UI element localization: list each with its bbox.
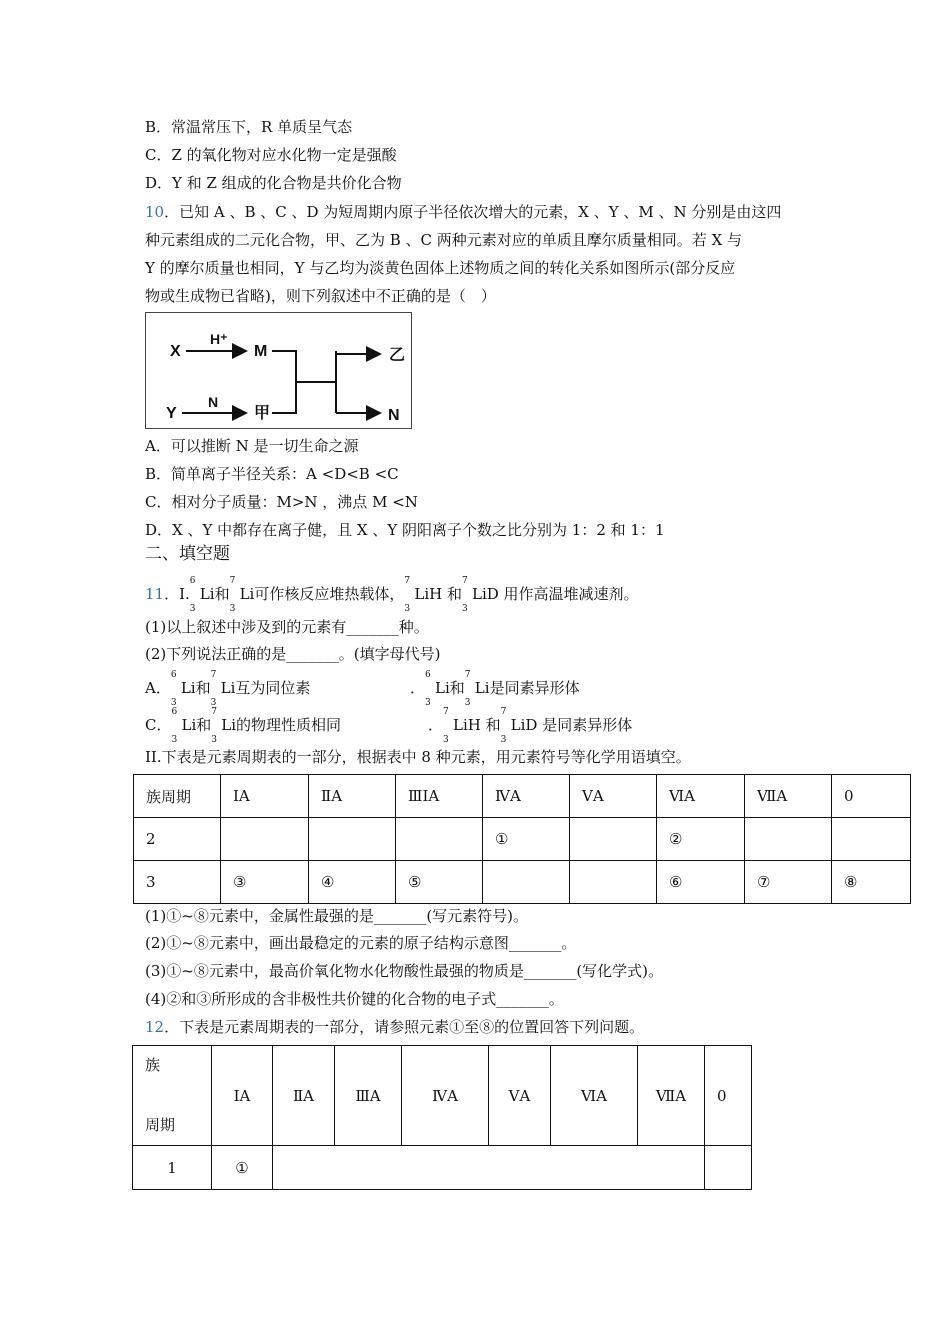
table-cell: 2 (134, 818, 221, 861)
table-cell: ① (483, 818, 570, 861)
table-cell-merged (273, 1146, 705, 1190)
q10-option-d: D．X 、Y 中都存在离子健，且 X 、Y 阴阳离子个数之比分别为 1：2 和 1：1 (145, 521, 665, 539)
periodic-table-q12 (132, 1045, 752, 1190)
reaction-diagram-svg (146, 313, 411, 428)
section-title: 二、填空题 (145, 544, 230, 564)
table-cell: ② (657, 818, 745, 861)
table-cell: ⅣA (402, 1046, 489, 1146)
table-cell: ⑦ (745, 861, 832, 904)
q11-option-d: ． 7 3 LiH 和 7 3 LiD 是同素异形体 (428, 707, 633, 745)
table-cell (705, 1146, 752, 1190)
table-cell: ③ (221, 861, 309, 904)
nuclide-li6: 6 3 Li (189, 576, 215, 614)
table-cell: ⅤA (489, 1046, 551, 1146)
table-cell (832, 818, 911, 861)
table-cell: 0 (705, 1046, 752, 1146)
q11-part1: (1)以上叙述中涉及到的元素有_______种。 (145, 618, 429, 636)
table-row (134, 861, 911, 904)
corner-period-label: 周期 (145, 1116, 176, 1134)
q12-number: 12 (145, 1018, 165, 1036)
q10-option-c: C．相对分子质量：M>N ，沸点 M <N (145, 493, 418, 511)
table-cell: ⑤ (396, 861, 483, 904)
corner-group-label: 族 (145, 1056, 161, 1074)
label-y: Y (166, 405, 177, 422)
table-cell: ⅡA (273, 1046, 335, 1146)
table-cell: ⅡA (309, 775, 396, 818)
q11-part2: (2)下列说法正确的是_______。(填字母代号) (145, 645, 441, 663)
table-cell (570, 861, 657, 904)
table-row (133, 1146, 752, 1190)
q11-sub2: (2)①~⑧元素中，画出最稳定的元素的原子结构示意图_______。 (145, 934, 577, 952)
q11-sub3: (3)①~⑧元素中，最高价氧化物水化物酸性最强的物质是_______(写化学式)。 (145, 962, 664, 980)
table-cell: 族周期 (134, 775, 221, 818)
q10-option-a: A．可以推断 N 是一切生命之源 (145, 437, 359, 455)
table-corner-cell (133, 1046, 212, 1146)
nuclide-li7: 7 3 Li (229, 576, 255, 614)
table-cell: 3 (134, 861, 221, 904)
table-cell: ⅦA (638, 1046, 705, 1146)
option-c-prev: C．Z 的氧化物对应水化物一定是强酸 (145, 146, 397, 164)
reaction-diagram (145, 312, 412, 429)
q11-option-a: A． 6 3 Li和 7 3 Li互为同位素 (145, 670, 311, 708)
q11-option-c: C． 6 3 Li和 7 3 Li的物理性质相同 (145, 707, 342, 745)
table-cell: ⅢA (335, 1046, 402, 1146)
table-row (134, 818, 911, 861)
label-yi: 乙 (389, 347, 406, 364)
q10-option-b: B．简单离子半径关系：A <D<B <C (145, 465, 399, 483)
label-n-reagent: N (208, 394, 219, 410)
q11-line1: 11．I. 6 3 Li和 7 3 Li可作核反应堆热载体， 7 3 LiH 和 7 3 LiD 用作高温堆减速剂。 (145, 576, 639, 614)
table-cell: ⅤA (570, 775, 657, 818)
table-cell: ④ (309, 861, 396, 904)
table-cell: ⅠA (212, 1046, 273, 1146)
q10-line2: 种元素组成的二元化合物，甲、乙为 B 、C 两种元素对应的单质且摩尔质量相同。若 X 与 (145, 231, 743, 249)
bracket-left (272, 351, 296, 413)
q10-line4: 物或生成物已省略)，则下列叙述中不正确的是（ ） (145, 287, 496, 305)
label-n-product: N (388, 407, 400, 424)
table-header-row (134, 775, 911, 818)
table-cell: ⑥ (657, 861, 745, 904)
q10-line1: 10．已知 A 、B 、C 、D 为短周期内原子半径依次增大的元素，X 、Y 、M 、N 分别是由这四 (145, 203, 782, 221)
table-cell: ① (212, 1146, 273, 1190)
table-cell (396, 818, 483, 861)
q11-number: 11 (145, 585, 165, 603)
table-cell: ⅦA (745, 775, 832, 818)
table-cell (745, 818, 832, 861)
q11-ii-intro: II.下表是元素周期表的一部分，根据表中 8 种元素，用元素符号等化学用语填空。 (145, 748, 691, 766)
table-cell: ⅥA (657, 775, 745, 818)
label-jia: 甲 (254, 405, 271, 422)
table-cell (309, 818, 396, 861)
label-x: X (170, 343, 181, 360)
table-cell (221, 818, 309, 861)
table-cell: ⅠA (221, 775, 309, 818)
table-cell: 0 (832, 775, 911, 818)
q11-sub1: (1)①~⑧元素中，金属性最强的是_______(写元素符号)。 (145, 907, 529, 925)
q10-number: 10 (145, 203, 165, 221)
periodic-table-q11 (133, 774, 911, 904)
q12-line1: 12．下表是元素周期表的一部分，请参照元素①至⑧的位置回答下列问题。 (145, 1018, 645, 1036)
nuclide-lid: 7 3 LiD (461, 576, 499, 614)
nuclide-lih: 7 3 LiH (404, 576, 443, 614)
label-m: M (254, 343, 268, 360)
table-cell: 1 (133, 1146, 212, 1190)
label-hplus: H⁺ (210, 331, 228, 347)
table-cell: ⑧ (832, 861, 911, 904)
table-cell: ⅥA (551, 1046, 638, 1146)
table-header-row (133, 1046, 752, 1146)
table-cell: ⅢⅠA (396, 775, 483, 818)
option-b-prev: B．常温常压下，R 单质呈气态 (145, 118, 353, 136)
table-cell: ⅣA (483, 775, 570, 818)
q11-sub4: (4)②和③所形成的含非极性共价键的化合物的电子式_______。 (145, 990, 564, 1008)
table-cell (483, 861, 570, 904)
table-cell (570, 818, 657, 861)
q11-option-b: ． 6 3 Li和 7 3 Li是同素异形体 (410, 670, 580, 708)
option-d-prev: D．Y 和 Z 组成的化合物是共价化合物 (145, 174, 402, 192)
q10-line3: Y 的摩尔质量也相同，Y 与乙均为淡黄色固体上述物质之间的转化关系如图所示(部分反应 (145, 259, 736, 277)
